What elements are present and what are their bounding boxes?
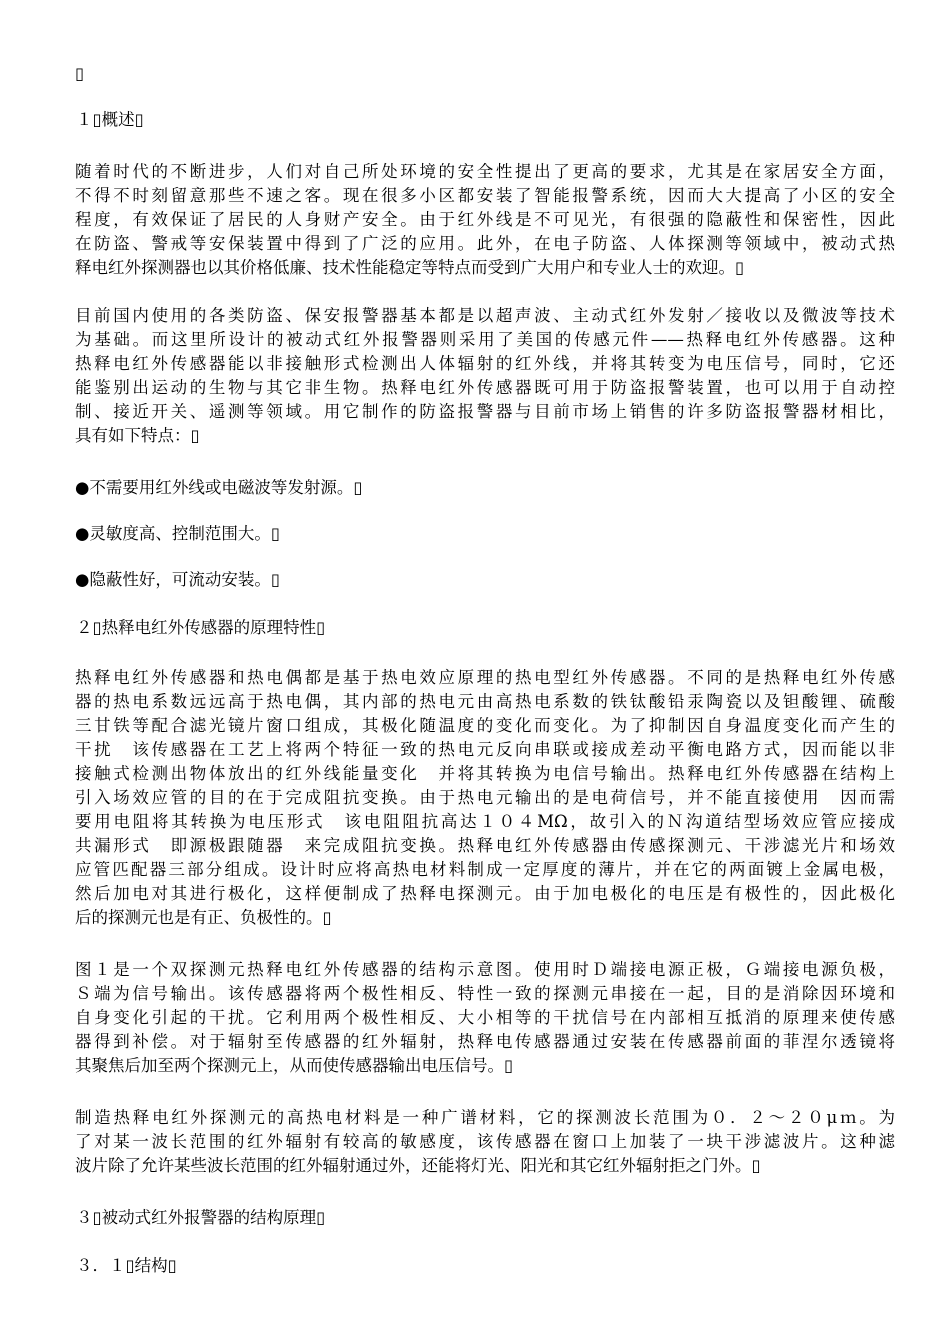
paragraph-line: 在防盗、警戒等安保装置中得到了广泛的应用。此外，在电子防盗、人体探测等领域中，被动式热 (75, 234, 895, 253)
section-1-heading: １▯概述▯ (76, 110, 144, 129)
paragraph-line: 器得到补偿。对于辐射至传感器的红外辐射，热释电传感器通过安装在传感器前面的菲涅尔透镜将 (75, 1032, 895, 1051)
paragraph-line: 接触式检测出物体放出的红外线能量变化 并将其转换为电信号输出。热释电红外传感器在结构上 (75, 764, 895, 783)
list-item: ●不需要用红外线或电磁波等发射源。▯ (75, 478, 363, 497)
paragraph-line: 释电红外探测器也以其价格低廉、技术性能稳定等特点而受到广大用户和专业人士的欢迎。▯ (75, 258, 745, 277)
paragraph-line: 热释电红外传感器和热电偶都是基于热电效应原理的热电型红外传感器。不同的是热释电红外传感 (75, 668, 895, 687)
paragraph-line: 制造热释电红外探测元的高热电材料是一种广谱材料，它的探测波长范围为０．２～２０μｍ。为 (75, 1108, 895, 1127)
paragraph-line: 引入场效应管的目的在于完成阻抗变换。由于热电元输出的是电荷信号，并不能直接使用 因而需 (75, 788, 895, 807)
paragraph-line: 应管匹配器三部分组成。设计时应将高热电材料制成一定厚度的薄片，并在它的两面镀上金属电极， (75, 860, 895, 879)
top-mark: ▯ (75, 64, 85, 83)
paragraph-line: 随着时代的不断进步，人们对自己所处环境的安全性提出了更高的要求，尤其是在家居安全方面， (75, 162, 895, 181)
paragraph-line: 不得不时刻留意那些不速之客。现在很多小区都安装了智能报警系统，因而大大提高了小区的安全 (75, 186, 895, 205)
list-item: ●灵敏度高、控制范围大。▯ (75, 524, 280, 543)
paragraph-line: 要用电阻将其转换为电压形式 该电阻阻抗高达１０４MΩ，故引入的Ｎ沟道结型场效应管应接成 (75, 812, 895, 831)
paragraph-line: 共漏形式 即源极跟随器 来完成阻抗变换。热释电红外传感器由传感探测元、干涉滤光片和场效 (75, 836, 895, 855)
paragraph-line: 器的热电系数远远高于热电偶，其内部的热电元由高热电系数的铁钛酸铅汞陶瓷以及钽酸锂、硫酸 (75, 692, 895, 711)
paragraph-line: 能鉴别出运动的生物与其它非生物。热释电红外传感器既可用于防盗报警装置，也可以用于自动控 (75, 378, 895, 397)
paragraph-line: 图１是一个双探测元热释电红外传感器的结构示意图。使用时Ｄ端接电源正极，Ｇ端接电源负极， (75, 960, 895, 979)
paragraph-line: 热释电红外传感器能以非接触形式检测出人体辐射的红外线，并将其转变为电压信号，同时，它还 (75, 354, 895, 373)
paragraph-line: 为基础。而这里所设计的被动式红外报警器则采用了美国的传感元件——热释电红外传感器。这种 (75, 330, 895, 349)
paragraph-line: 波片除了允许某些波长范围的红外辐射通过外，还能将灯光、阳光和其它红外辐射拒之门外。▯ (75, 1156, 761, 1175)
paragraph-line: 干扰 该传感器在工艺上将两个特征一致的热电元反向串联或接成差动平衡电路方式，因而能以非 (75, 740, 895, 759)
paragraph-line: Ｓ端为信号输出。该传感器将两个极性相反、特性一致的探测元串接在一起，目的是消除因环境和 (75, 984, 895, 1003)
paragraph-line: 三甘铁等配合滤光镜片窗口组成，其极化随温度的变化而变化。为了抑制因自身温度变化而产生的 (75, 716, 895, 735)
section-2-heading: ２▯热释电红外传感器的原理特性▯ (76, 618, 326, 637)
paragraph-line: 目前国内使用的各类防盗、保安报警器基本都是以超声波、主动式红外发射／接收以及微波等技术 (75, 306, 895, 325)
paragraph-line: 后的探测元也是有正、负极性的。▯ (75, 908, 332, 927)
paragraph-line: 然后加电对其进行极化，这样便制成了热释电探测元。由于加电极化的电压是有极性的，因此极化 (75, 884, 895, 903)
paragraph-line: 其聚焦后加至两个探测元上，从而使传感器输出电压信号。▯ (75, 1056, 514, 1075)
paragraph-line: 程度，有效保证了居民的人身财产安全。由于红外线是不可见光，有很强的隐蔽性和保密性，因此 (75, 210, 895, 229)
section-3-1-heading: ３．１▯结构▯ (76, 1256, 177, 1275)
paragraph-line: 具有如下特点：▯ (75, 426, 200, 445)
list-item: ●隐蔽性好，可流动安装。▯ (75, 570, 280, 589)
paragraph-line: 自身变化引起的干扰。它利用两个极性相反、大小相等的干扰信号在内部相互抵消的原理来使传感 (75, 1008, 895, 1027)
section-3-heading: ３▯被动式红外报警器的结构原理▯ (76, 1208, 326, 1227)
paragraph-line: 了对某一波长范围的红外辐射有较高的敏感度，该传感器在窗口上加装了一块干涉滤波片。这种滤 (75, 1132, 895, 1151)
paragraph-line: 制、接近开关、遥测等领域。用它制作的防盗报警器与目前市场上销售的许多防盗报警器材相比， (75, 402, 895, 421)
